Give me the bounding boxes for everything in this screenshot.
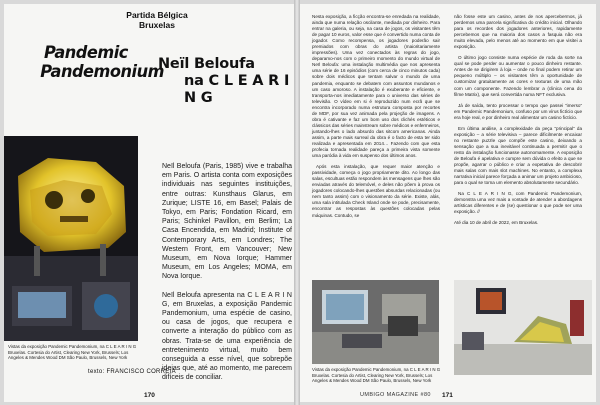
section-label bbox=[102, 10, 212, 30]
body-paragraph: Em última análise, a complexidade da peça “principal” da exposição – a série televisiva – parece dificilmente encaixar no restante puzzle que compõe este casino, deixando a sensação que a sua inevitável continuada a permitir que o resto da instalação funcionasse autonomamente. A exposição de Beloufa é apelativa e cumpre sem dúvida o efeito a que se propõe, agarrar o público e criar a expetativa de descobrir mais salas com mais slot machines. No entanto, a complexa narrativa inicial parece forçada a animar um projeto ambicioso, para o qual se torna um elemento absolutamente secundário. bbox=[454, 125, 582, 186]
headline-exhibition bbox=[40, 43, 164, 82]
headline-exhibition-line-2: Pandemonium bbox=[40, 62, 164, 82]
exhibition-photo-right-2 bbox=[454, 280, 592, 375]
headline-artist bbox=[158, 56, 294, 107]
body-column-1 bbox=[312, 14, 440, 224]
body-paragraph: Nesta exposição, a ficção encontra-se enredada na realidade, ainda que numa relação oscilante, mediada por dinheiro. Para entrar na galeria, ou seja, na casa de jogos, os visitantes têm de pagar 10 euros, valor esse que é convertido numa conta de jogador. Como recompensa, os jogadores poderão sair premiados com obras do artista (maioritariamente impressões). Uma vez conectados às regras do jogo, deparamo-nos com o primeiro momento do mundo virtual de Neïl Beloufa: uma instalação multimédia que nos apresenta uma série de 16 episódios (com cerca de cinco minutos cada) sobre dois médicos que tentam salvar o mundo de uma pandemia, enquanto se debatem com assuntos mundanos e um caso amoroso. A instalação é exuberante e eficiente, e transporta-nos imediatamente para o universo das séries de televisão. O vídeo em si é reproduzido num ecrã que se encontra incorporado numa estrutura composta por recortes de MDF, por sua vez animada pela projeção de imagens. A obra é cativante e faz um bom uso dos clichés estéticos e clássicos das séries mainstream sobre médicos e enfermeiros, juntando-lhes o lado absurdo das sitcom americanas. Ainda assim, a parte mais surreal da obra é o facto de esta ter sido realizada e apresentada em 2014… Fazendo com que esta profecia tornada realidade pareça a primeira vista somente uma paródia à vida em suspenso dos últimos anos. bbox=[312, 14, 440, 159]
left-page bbox=[4, 4, 294, 402]
page-number-left: 170 bbox=[144, 392, 155, 399]
section-line-2: Bruxelas bbox=[139, 20, 175, 30]
magazine-footer: UMBIGO MAGAZINE #80 bbox=[360, 392, 431, 398]
body-column-2 bbox=[454, 14, 582, 226]
sculpture-illustration bbox=[4, 136, 138, 341]
gallery-room-illustration bbox=[312, 280, 439, 364]
body-paragraph: O último jogo consiste numa espécie de roda da sorte na qual se pode perder ou aumentar o pouco dinheiro restante. Antes de se dirigirem à loja – onde no final podem retirar um pequeno múltiplo – os visitantes têm a oportunidade de customizar gratuitamente as cores e texturas de uma mão com um componente. Fazendo lembrar a (clinica cena do filme Matrix), que será convertida numa NFT exclusiva. bbox=[454, 55, 582, 97]
exhibition-photo-right-1 bbox=[312, 280, 439, 364]
page-number-right: 171 bbox=[442, 392, 453, 399]
lead-paragraph: Neïl Beloufa apresenta na C L E A R I N G, em Bruxelas, a exposição Pandemic Pandemonium, uma espécie de casino, ou casa de jogos, que recupera e converte a interação do público com as obras. Trata-se de uma experiência de entretenimento virtual, muito bem conseguida a esse nível, que sobrepõe ideias que, até ao momento, me parecem difíceis de conciliar. bbox=[162, 291, 292, 382]
body-paragraph: Após esta instalação, que requer maior atenção e passividade, começa o jogo propriamente dito. Ao longo das salas, escultuas estão respondem às mensagens que lhes são enviadas através do telemóvel, e deles não põem à prova os jogadores colocando-lhes questões absurdas relacionadas (ou nem tanto assim) com o visionamento da série. Existe, alás, uma sala intitulada Check Island onde se pode, precisamente, encontrar as respostas às questões colocadas pelas máquinas. Contudo, se bbox=[312, 164, 440, 218]
body-paragraph: Na C L E A R I N G, com Pandemic Pandemonium, demonstra uma vez mais a vontade de atender a abordagens artísticas diferentes e de (se) questionar o que pode ser uma exposição. // bbox=[454, 191, 582, 215]
right-page bbox=[300, 4, 596, 402]
exhibition-date: Até dia 10 de abril de 2022, em Bruxelas. bbox=[454, 220, 539, 226]
headline-exhibition-line-1: Pandemic bbox=[44, 43, 128, 63]
headline-artist-line-1: Neïl Beloufa bbox=[158, 56, 255, 72]
exhibition-photo-left bbox=[4, 136, 138, 341]
body-paragraph: Já de saída, tento processar o tempo que passei “imerso” em Pandemic Pandemonium, confuso por um vírus fictício que era hoje real, e por dinheiro real alimentar um casino fictício. bbox=[454, 102, 582, 120]
installation-illustration bbox=[454, 280, 592, 375]
section-line-1: Partida Bélgica bbox=[126, 10, 188, 20]
author-credit: texto: FRANCISCO CORREIA bbox=[88, 369, 176, 375]
headline-artist-line-2: na C L E A R I N G bbox=[184, 73, 290, 106]
lead-paragraph: Neïl Beloufa (Paris, 1985) vive e trabalha em Paris. O artista conta com exposições individuais nas seguintes instituições, entre outras: Kunsthaus Glarus, em Zurique; LISTE 16, em Basel; Palais de Tokyo, em Paris; Fondation Ricard, em Paris; Schinkel Pavillon, em Berlim; La Casa Encendida, em Madrid; Institute of Contemporary Arts, em Londres; The Western Front, em Vancouver; New Museum, em Nova Iorque; Hammer Museum, em Los Angeles; MOMA, em Nova Iorque. bbox=[162, 163, 292, 281]
photo-caption-left: Vistas da exposição Pandemic Pandemonium, na C L E A R I N G Bruxelas. Cortesia do Artist, Clearing New York, Brussels; Los Angeles & Mendes Wood DM São Paulo, Brussels, New York bbox=[8, 344, 137, 361]
body-paragraph: não fosse este um casino, antes de nos apercebermos, já perdemos uma parcela significativa do crédito inicial. Olhando para os recordes dos jogadores anteriores, rapidamente percebemos que na maioria dos casos a fasquia não era muito elevada, pelo menos até ao momento em que visitei a exposição. bbox=[454, 14, 582, 50]
lead-text bbox=[162, 162, 292, 392]
photo-caption-right: Vistas da exposição Pandemic Pandemonium, na C L E A R I N G Bruxelas. Cortesia do Artist, Clearing New York, Brussels; Los Angeles & Mendes Wood DM São Paulo, Brussels, New York bbox=[312, 367, 441, 384]
